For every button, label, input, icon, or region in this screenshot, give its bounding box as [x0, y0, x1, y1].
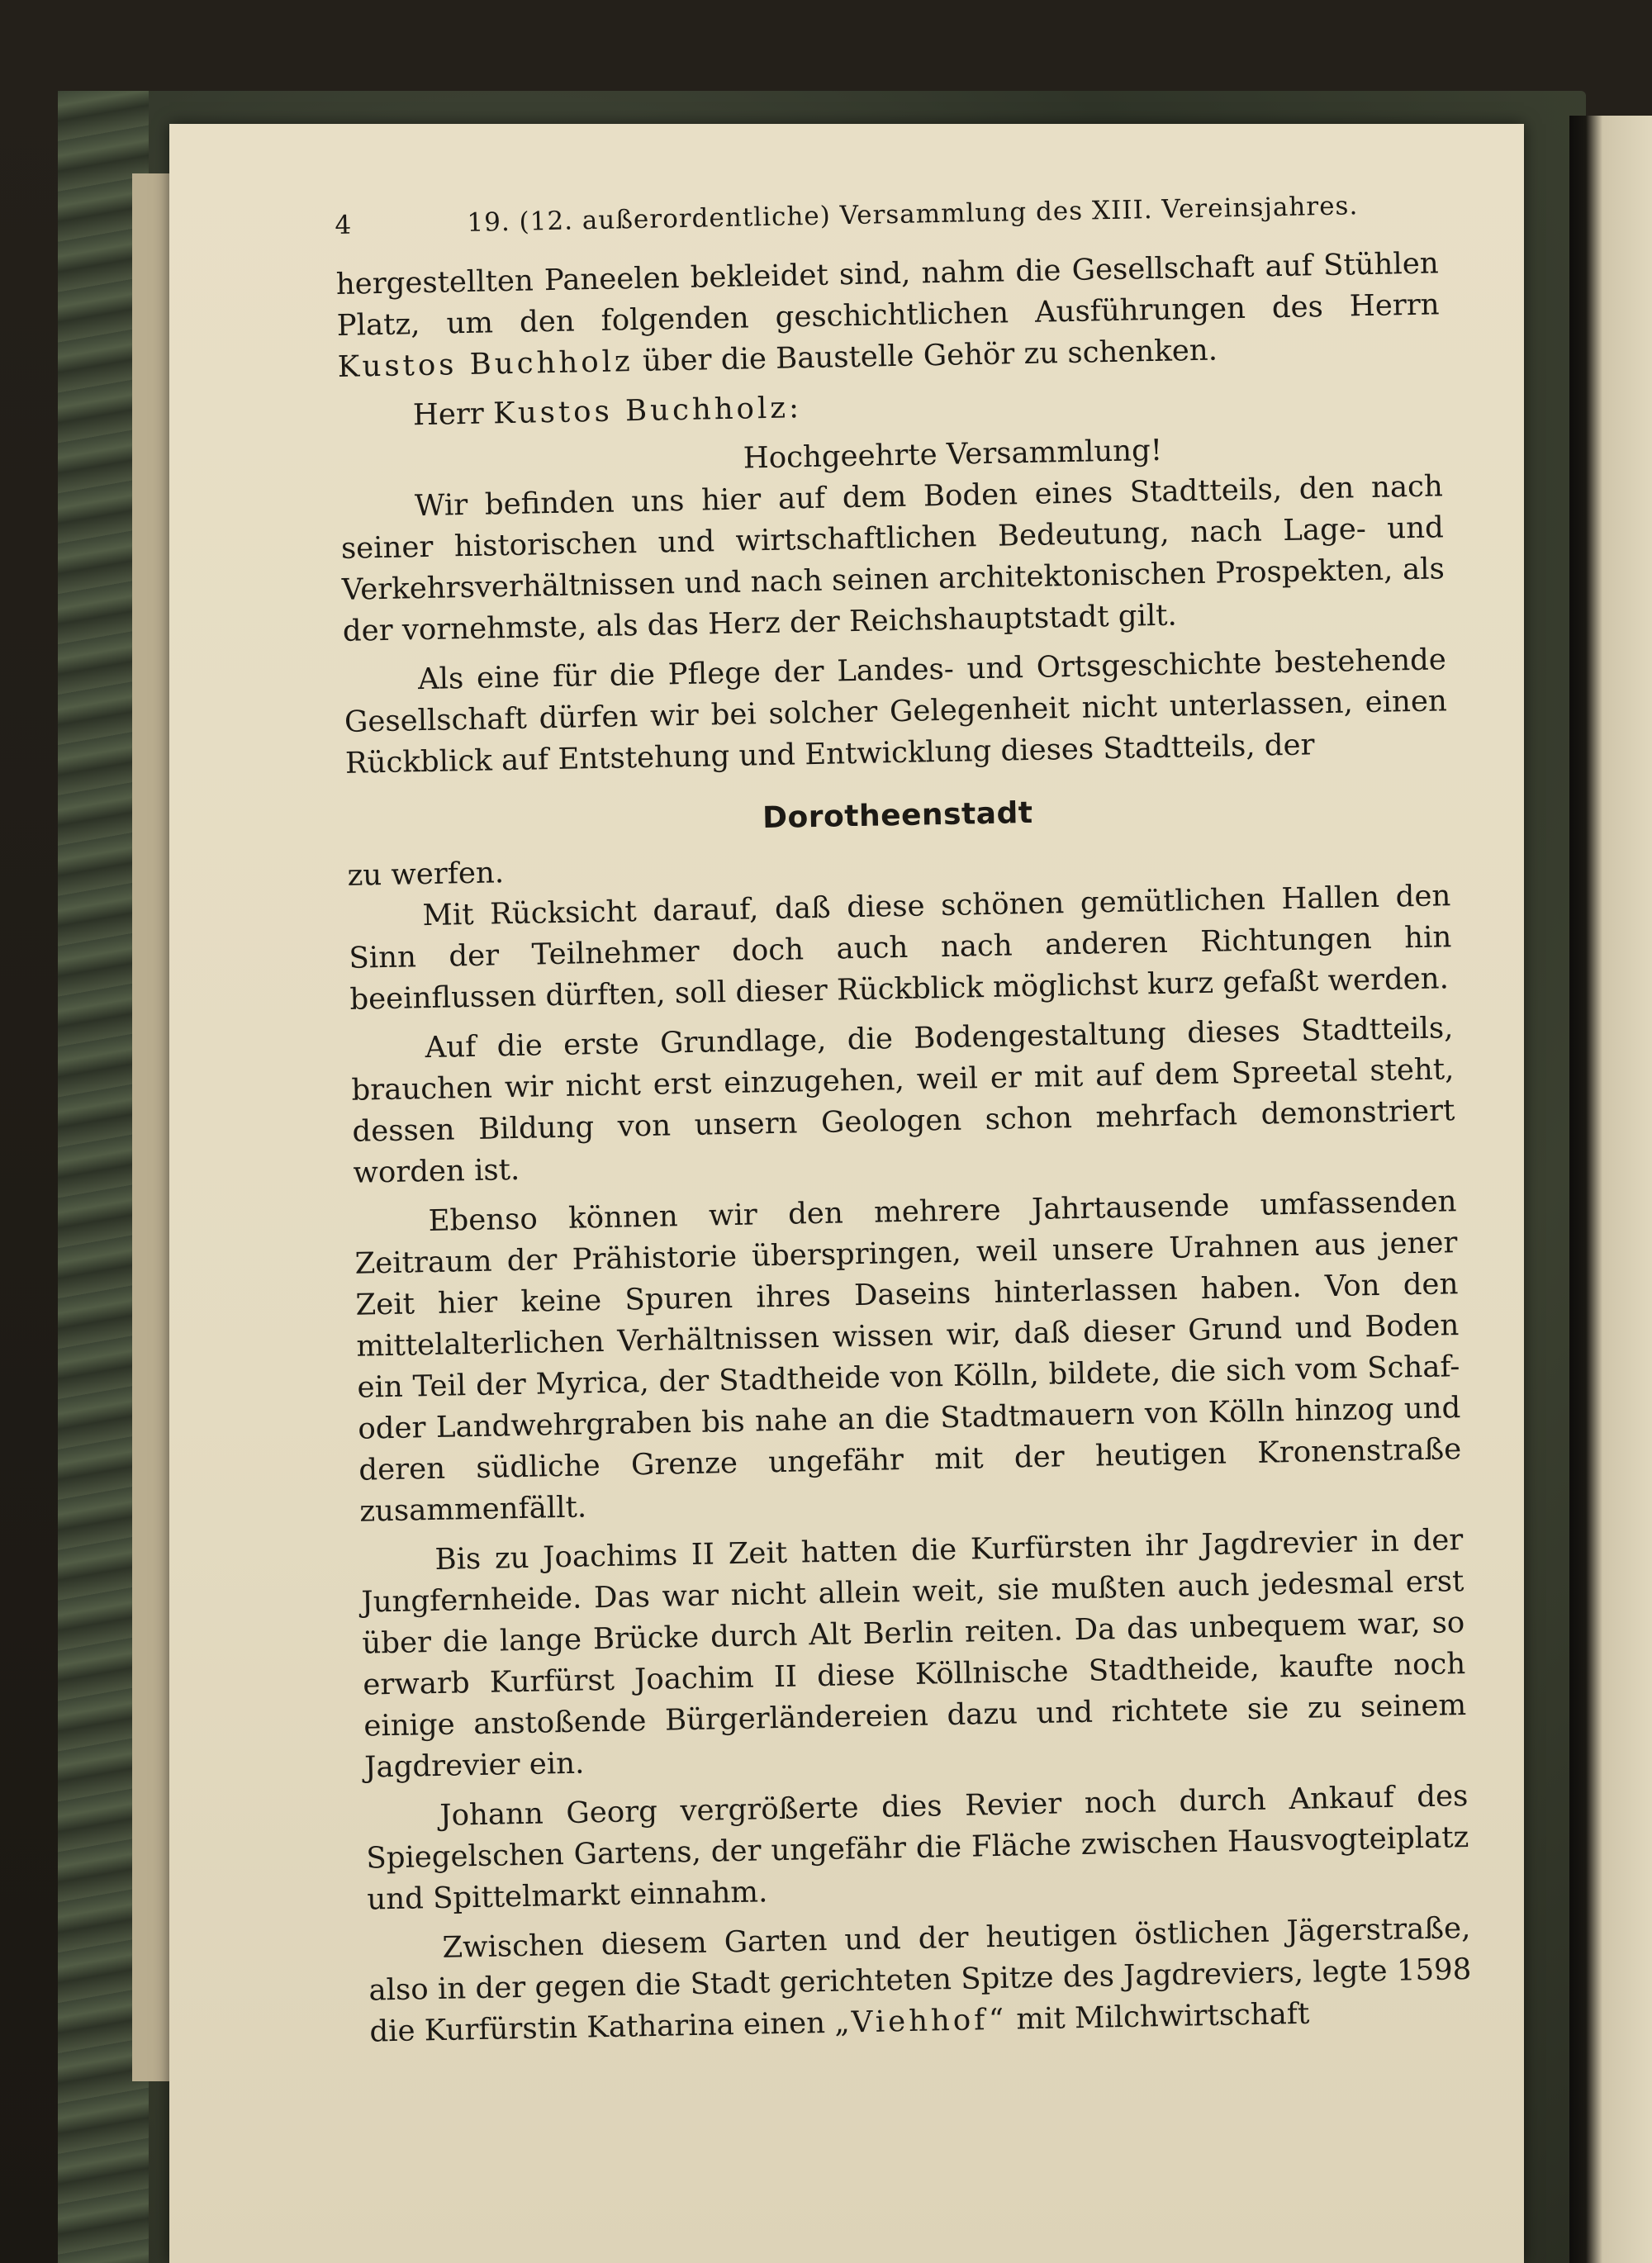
paragraph-7: Bis zu Joachims II Zeit hatten die Kurfürsten ihr Jagdrevier in der Jungfernheide. Das war nicht allein weit, sie mußten auch jedesmal erst über die lange Brücke durch Alt Berlin reiten. Da das unbequem war, so erwarb Kurfürst Joachim II diese Köllnische Stadtheide, kaufte noch einige anstoßende Bürgerländereien dazu und richtete sie zu seinem Jagdrevier ein.: [361, 1523, 1467, 1785]
paragraph-5: Auf die erste Grundlage, die Bodengestaltung dieses Stadtteils, brauchen wir nicht erst einzugehen, weil er mit auf dem Spreetal steht, dessen Bildung von unsern Geologen schon mehrfach demonstriert worden ist.: [351, 1011, 1455, 1190]
viehhof-term: „Viehhof“: [833, 2002, 1008, 2040]
paragraph-8: Johann Georg vergrößerte dies Revier noch durch Ankauf des Spiegelschen Gartens, der ungefähr die Fläche zwischen Hausvogteiplatz und Spittelmarkt einnahm.: [366, 1779, 1469, 1917]
paragraph-3-end: zu werfen.: [347, 856, 505, 893]
paragraph-1-text: hergestellten Paneelen bekleidet sind, nahm die Gesellschaft auf Stühlen Platz, um den folgenden geschichtlichen Ausführungen des Herrn: [335, 246, 1440, 343]
paragraph-4: Mit Rücksicht darauf, daß diese schönen gemütlichen Hallen den Sinn der Teilnehmer doch auch nach anderen Richtungen hin beeinflussen dürften, soll dieser Rückblick möglichst kurz gefaßt werden.: [349, 879, 1452, 1017]
paragraph-1-end: über die Baustelle Gehör zu schenken.: [642, 333, 1218, 378]
page-text-block: [335, 183, 1472, 2049]
paragraph-9: [368, 1908, 1473, 2053]
facing-page-edge: [1569, 116, 1652, 2263]
paragraph-6: Ebenso können wir den mehrere Jahrtausende umfassenden Zeitraum der Prähistorie überspringen, weil unsere Urahnen aus jener Zeit hier keine Spuren ihres Daseins hinterlassen haben. Von den mittelalterlichen Verhältnissen wissen wir, daß dieser Grund und Boden ein Teil der Myrica, der Stadtheide von Kölln, bildete, die sich vom Schaf- oder Landwehrgraben bis nahe an die Stadtmauern von Kölln hinzog und deren südliche Grenze ungefähr mit der heutigen Kronenstraße zusammenfällt.: [354, 1184, 1462, 1529]
speaker-name-inline: Kustos Buchholz: [337, 344, 634, 384]
speaker-prefix: Herr: [412, 396, 485, 433]
paragraph-1: [335, 243, 1441, 388]
paragraph-9-end: mit Milchwirtschaft: [1016, 1996, 1310, 2037]
speaker-name: Kustos Buchholz:: [492, 391, 803, 431]
salutation: Hochgeehrte Versammlung!: [743, 433, 1163, 476]
paragraph-2: Wir befinden uns hier auf dem Boden eines Stadtteils, den nach seiner historischen und wirtschaftlichen Bedeutung, nach Lage- und Verkehrsverhältnissen und nach seinen architektonischen Prospekten, als der vornehmste, als das Herz der Reichshauptstadt gilt.: [340, 469, 1446, 648]
page-number: 4: [335, 210, 353, 240]
paragraph-9-text: Zwischen diesem Garten und der heutigen östlichen Jägerstraße, also in der gegen die Stadt gerichteten Spitze des Jagdreviers, legte 1598 die Kurfürstin Katharina einen: [368, 1910, 1472, 2049]
section-heading: Dorotheenstadt: [762, 795, 1033, 836]
paragraph-3: Als eine für die Pflege der Landes- und Ortsgeschichte bestehende Gesellschaft dürfen wir bei solcher Gelegenheit nicht unterlassen, einen Rückblick auf Entstehung und Entwicklung dieses Stadtteils, der: [344, 643, 1448, 780]
running-head: 19. (12. außerordentliche) Versammlung des XIII. Vereinsjahres.: [467, 191, 1359, 238]
